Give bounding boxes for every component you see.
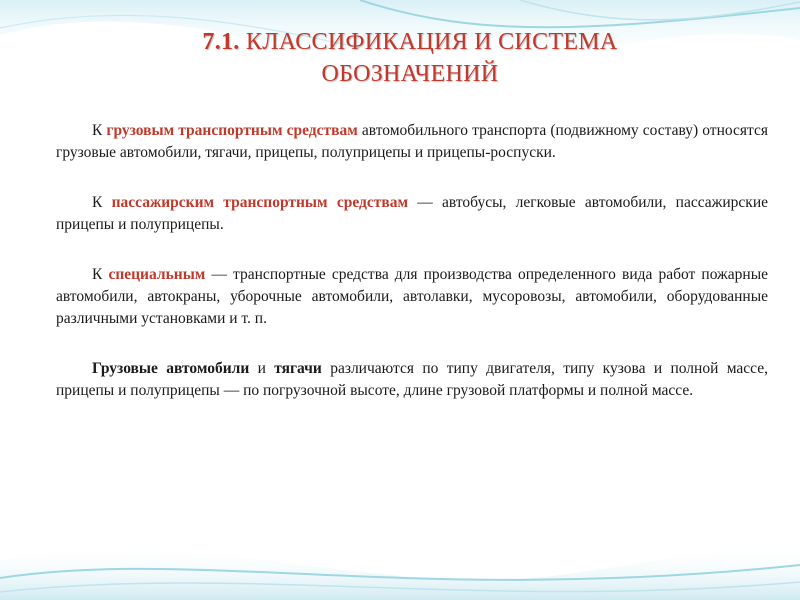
paragraph-differences-after: различаются по типу двигателя, типу кузова и полной массе, прицепы и полуприцепы — по погрузочной высоте, длине грузовой платформы и полной массе. (56, 360, 768, 399)
paragraph-special-term: специальным (108, 266, 206, 283)
paragraph-differences-term1: Грузовые автомобили (92, 360, 250, 377)
paragraph-differences (56, 358, 768, 402)
paragraph-passenger-before: К (92, 194, 112, 211)
paragraph-differences-term2: тягачи (274, 360, 322, 377)
paragraph-passenger (56, 192, 768, 236)
paragraph-special-before: К (92, 266, 109, 283)
title-text: КЛАССИФИКАЦИЯ И СИСТЕМА ОБОЗНАЧЕНИЙ (245, 29, 618, 87)
paragraph-differences-mid: и (249, 360, 275, 377)
paragraph-passenger-after: — автобусы, легковые автомобили, пассажирские прицепы и полуприцепы. (56, 194, 768, 233)
paragraph-freight-term: грузовым транспортным средствам (106, 122, 358, 139)
bottom-wave-fill (0, 544, 800, 600)
paragraph-freight-after: автомобильного транспорта (подвижному составу) относятся грузовые автомобили, тягачи, прицепы, полуприцепы и прицепы-роспуски. (56, 122, 768, 161)
paragraph-special-after: — транспортные средства для производства определенного вида работ пожарные автомобили, автокраны, уборочные автомобили, автолавки, мусоровозы, автомобили, оборудованные различными установками и т. п. (56, 266, 768, 327)
paragraph-freight (56, 120, 768, 164)
paragraph-freight-before: К (92, 122, 107, 139)
slide-title (120, 26, 700, 90)
slide-body (56, 120, 768, 430)
paragraph-special (56, 264, 768, 330)
title-number: 7.1. (202, 29, 240, 55)
paragraph-passenger-term: пассажирским транспортным средствам (111, 194, 409, 211)
